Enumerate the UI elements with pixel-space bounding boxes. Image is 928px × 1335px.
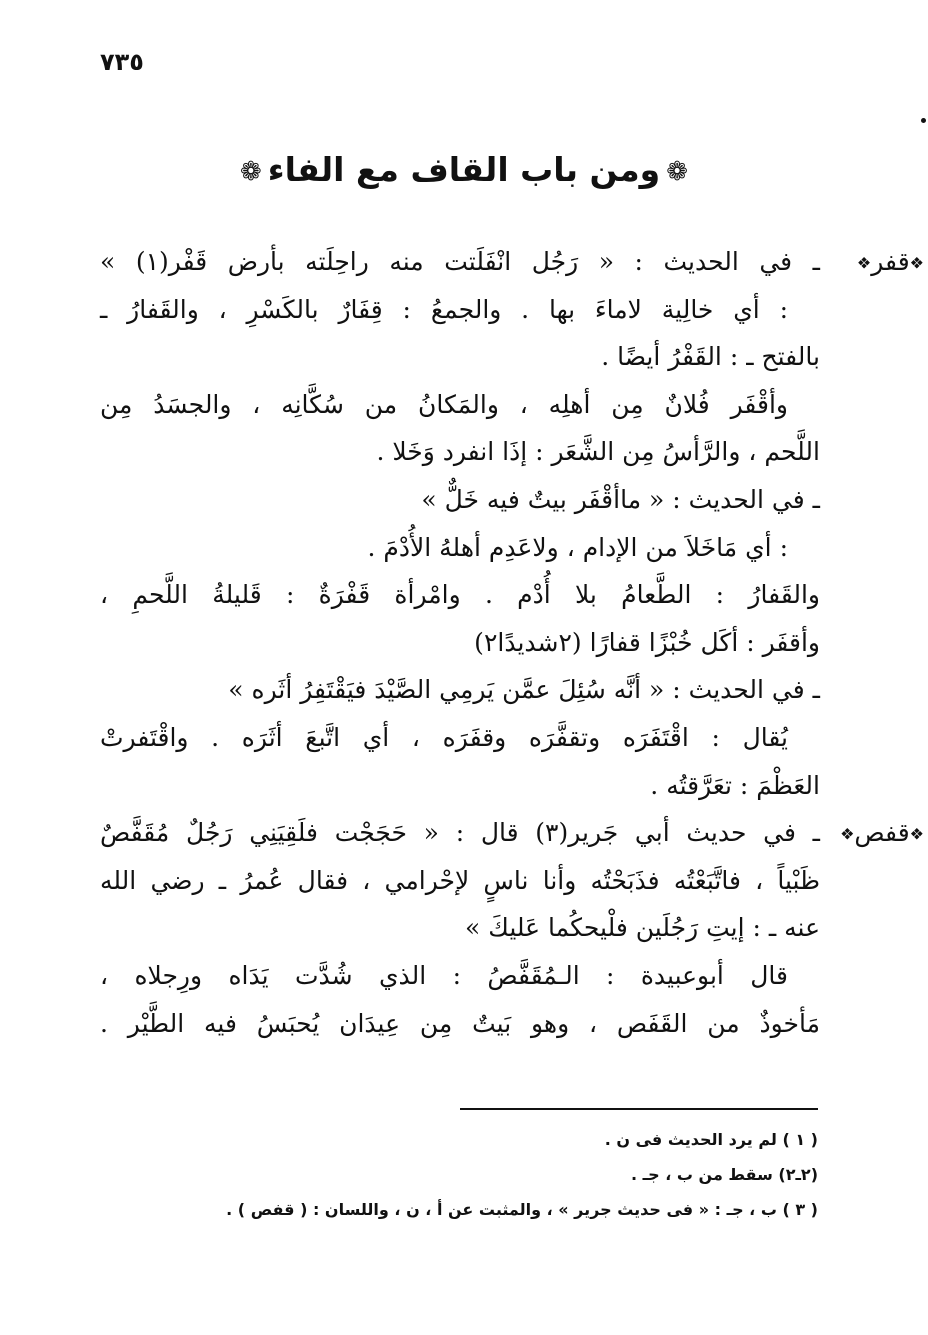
body-text xyxy=(100,238,924,1047)
chapter-title-text: ومن باب القاف مع الفاء xyxy=(267,150,661,189)
footnote: (٢ـ٢) سقط من ب ، جـ . xyxy=(631,1165,818,1184)
headword-qafas-text: قفص xyxy=(854,818,910,848)
title-ornament-left-icon: ❁ xyxy=(239,156,262,187)
text-line: : أي مَاخَلاَ من الإدام ، ولاعَدِم أهلهُ الأُدْمَ . xyxy=(367,532,788,562)
headword-ornament-icon: ❖ xyxy=(856,253,872,273)
page-number: ٧٣٥ xyxy=(100,48,144,76)
footnote: ( ٣ ) ب ، جـ : « فى حديث جرير » ، والمثبت عن أ ، ن ، واللسان : ( قفص ) . xyxy=(226,1200,818,1219)
text-line: : أي خالِية لاماءَ بها . والجمعُ : قِفَارٌ بالكَسْرِ ، والقَفارُ ـ xyxy=(100,294,788,324)
headword-qafr xyxy=(857,238,924,287)
headword-qafr-text: قفر xyxy=(871,247,910,276)
text-line: عنه ـ : إيتِ رَجُلَين فلْيحكُما عَليكَ » xyxy=(465,913,820,943)
footnotes xyxy=(100,1122,818,1227)
footnote: ( ١ ) لم يرد الحديث فى ن . xyxy=(604,1130,818,1149)
text-line: بالفتح ـ : القَفْرُ أيضًا . xyxy=(601,342,820,372)
margin-dot xyxy=(921,118,926,123)
chapter-title xyxy=(0,150,928,189)
text-line: اللَّحم ، والرَّأسُ مِن الشَّعَر : إذَا انفرد وَخَلا . xyxy=(376,437,820,467)
text-line: ـ في حديث أبي جَرير(٣) قال : « حَجَجْت فلَقِيَنِي رَجُلٌ مُقَفَّصٌ xyxy=(100,818,820,848)
headword-ornament-icon: ❖ xyxy=(909,824,924,844)
entry-qafas xyxy=(100,809,924,1047)
footnote-separator xyxy=(460,1108,818,1110)
text-line: ـ في الحديث : « ماأقْفَر بيتٌ فيه خَلٌّ » xyxy=(421,484,820,514)
text-line: ـ في الحديث : « أنَّه سُئِلَ عمَّن يَرمِي الصَّيْدَ فيَقْتَفِرُ أثَره » xyxy=(228,675,820,705)
text-line: وأقْفَر فُلانٌ مِن أهلِه ، والمَكانُ من سُكَّانِه ، والجسَدُ مِن xyxy=(100,389,788,419)
title-ornament-right-icon: ❁ xyxy=(666,156,688,187)
text-line: والقَفارُ : الطَّعامُ بلا أُدْم . وامْرأة قَفْرَةٌ : قَليلةُ اللَّحمِ ، xyxy=(100,580,820,610)
text-line: قال أبوعبيدة : الـمُقَفَّصُ : الذي شُدَّت يَدَاه ورِجلاه ، xyxy=(100,960,788,990)
text-line: ظَبْياً ، فاتَّبَعْتُه فذَبَحْتُه وأنا ناسٍ لإحْرامي ، فقال عُمرُ ـ رضي الله xyxy=(100,865,820,895)
headword-qafas xyxy=(840,809,924,858)
text-line: ـ في الحديث : « رَجُل انْفَلَتت منه راحِلَته بأرض قَفْر(١) » xyxy=(100,247,820,276)
headword-ornament-icon: ❖ xyxy=(909,253,924,273)
text-line: مَأخوذٌ من القَفَص ، وهو بَيتٌ مِن عِيدَان يُحبَسُ فيه الطَّيْر . xyxy=(100,1008,820,1038)
text-line: العَظْمَ : تعَرَّقتُه . xyxy=(650,770,820,800)
text-line: وأقفَر : أكَل خُبْزًا قفارًا (٢شديدًا٢) xyxy=(474,627,820,657)
headword-ornament-icon: ❖ xyxy=(840,824,855,844)
text-line: يُقال : اقْتَفَرَه وتقفَّرَه وقفَرَه ، أي اتَّبعَ أثَرَه . واقْتَفرتْ xyxy=(100,722,788,752)
entry-qafr xyxy=(100,238,924,809)
